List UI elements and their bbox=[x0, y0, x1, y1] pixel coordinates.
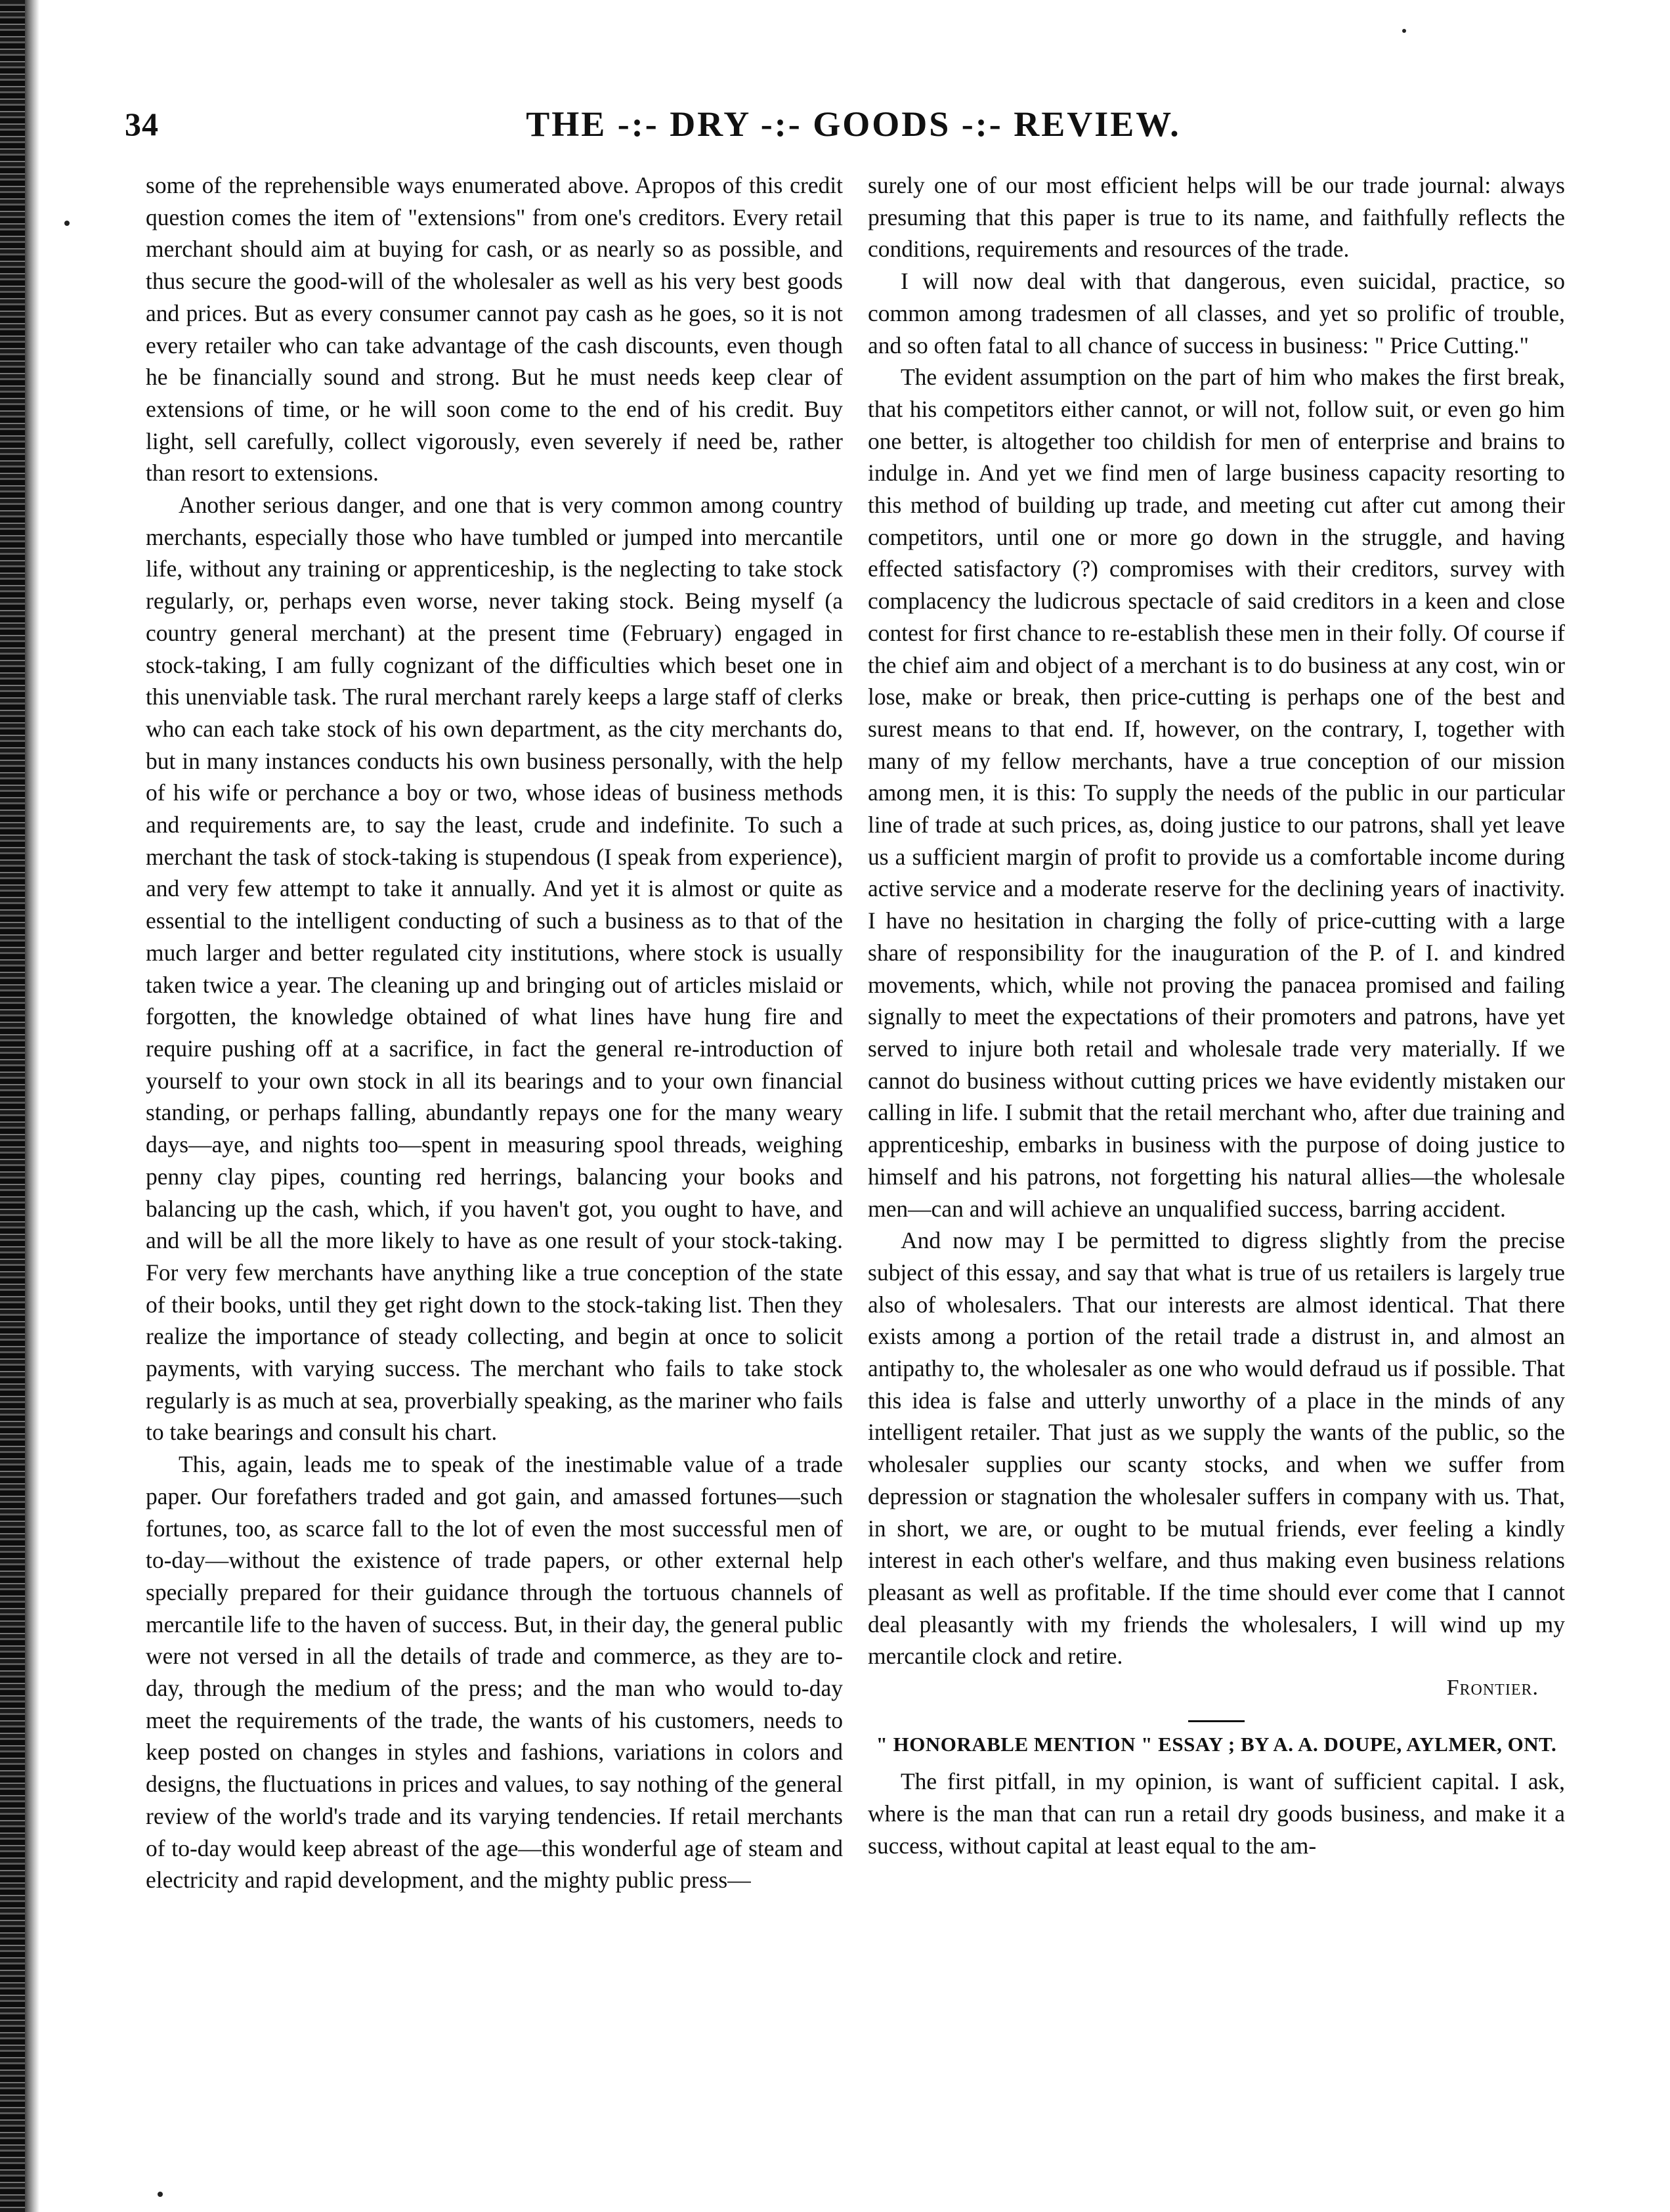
scan-speck bbox=[1402, 29, 1406, 33]
scan-speck bbox=[158, 2192, 163, 2197]
left-column bbox=[146, 169, 843, 1896]
scan-binding-edge bbox=[0, 0, 25, 2212]
right-paragraph-4: And now may I be permitted to digress slightly from the precise subject of this essay, and say that what is true of us retailers is largely true also of wholesalers. That our interests are almost identical. That there exists among a portion of the retail trade a distrust in, and almost an antipathy to, the wholesaler as one who would defraud us if possible. That this idea is false and utterly unworthy of a place in the minds of any intelligent retailer. That just as we supply the wants of the public, so the wholesaler supplies our scanty stocks, and when we suffer from depression or stagnation the wholesaler suffers in company with us. That, in short, we are, or ought to be mutual friends, ever feeling a kindly interest in each other's welfare, and thus making even business relations pleasant as well as profitable. If the time should ever come that I cannot deal pleasantly with my friends the wholesalers, I will wind up my mercantile clock and retire. bbox=[868, 1227, 1565, 1670]
left-paragraph-2: Another serious danger, and one that is very common among country merchants, especially those who have tumbled or jumped into mercantile life, without any training or apprenticeship, is the neglecting to take stock regularly, or, perhaps even worse, never taking stock. Being myself (a country general merchant) at the present time (February) engaged in stock-taking, I am fully cognizant of the difficulties which beset one in this unenviable task. The rural merchant rarely keeps a large staff of clerks who can each take stock of his own department, as the city merchants do, but in many instances conducts his own business personally, with the help of his wife or perchance a boy or two, whose ideas of business methods and requirements are, to say the least, crude and indefinite. To such a merchant the task of stock-taking is stupendous (I speak from experience), and very few attempt to take it annually. And yet it is almost or quite as essential to the intelligent conducting of such a business as to that of the much larger and better regulated city institutions, where stock is usually taken twice a year. The cleaning up and bringing out of articles mislaid or forgotten, the knowledge obtained of what lines have hung fire and require pushing off at a sacrifice, in fact the general re-introduction of yourself to your own stock in all its bearings and to your own financial standing, or perhaps falling, abundantly repays one for the many weary days—aye, and nights too—spent in measuring spool threads, weighing penny clay pipes, counting red herrings, balancing your books and balancing up the cash, which, if you haven't got, you ought to have, and and will be all the more likely to have as one result of your stock-taking. For very few merchants have anything like a true conception of the state of their books, until they get right down to the stock-taking list. Then they realize the importance of steady collecting, and begin at once to solicit payments, with varying success. The merchant who fails to take stock regularly is as much at sea, proverbially speaking, as the mariner who fails to take bearings and consult his chart. bbox=[146, 492, 843, 1446]
page-number: 34 bbox=[125, 106, 159, 142]
right-paragraph-3: The evident assumption on the part of him who makes the first break, that his competitors either cannot, or will not, follow suit, or even go him one better, is altogether too childish for men of enterprise and brains to indulge in. And yet we find men of large business capacity resorting to this method of building up trade, and meeting cut after cut among their competitors, until one or more go down in the struggle, and having effected satisfactory (?) compromises with their creditors, survey with complacency the ludicrous spectacle of said creditors in a keen and close contest for first chance to re-establish these men in their folly. Of course if the chief aim and object of a merchant is to do business at any cost, win or lose, make or break, then price-cutting is perhaps one of the best and surest means to that end. If, however, on the contrary, I, together with many of my fellow merchants, have a true conception of our mission among men, it is this: To supply the needs of the public in our particular line of trade at such prices, as, doing justice to our patrons, shall yet leave us a sufficient margin of profit to provide us a comfortable income during active service and a moderate reserve for the declining years of inactivity. I have no hesitation in charging the folly of price-cutting with a large share of responsibility for the inauguration of the P. of I. and kindred movements, which, while not proving the panacea promised and failing signally to meet the expectations of their promoters and patrons, have yet served to injure both retail and wholesale trade very materially. If we cannot do business without cutting prices we have evidently mistaken our calling in life. I submit that the retail merchant who, after due training and apprenticeship, embarks in business with the purpose of doing justice to himself and his patrons, not forgetting his natural allies—the wholesale men—can and will achieve an unqualified success, barring accident. bbox=[868, 364, 1565, 1222]
right-column bbox=[868, 169, 1565, 1862]
left-paragraph-3: This, again, leads me to speak of the inestimable value of a trade paper. Our forefathers traded and got gain, and amassed fortunes—such fortunes, too, as scarce fall to the lot of even the most successful men of to-day—without the existence of trade papers, or other external help specially prepared for their guidance through the tortuous channels of mercantile life to the haven of success. But, in their day, the general public were not versed in all the details of trade and commerce, as they are to-day, through the medium of the press; and the man who would to-day meet the requirements of the trade, the wants of his customers, needs to keep posted on changes in styles and fashions, variations in colors and designs, the fluctuations in prices and values, to say nothing of the general review of the world's trade and its varying tendencies. If retail merchants of to-day would keep abreast of the age—this wonderful age of steam and electricity and rapid development, and the mighty public press— bbox=[146, 1451, 843, 1894]
right-paragraph-1: surely one of our most efficient helps will be our trade journal: always presuming that this paper is true to its name, and faithfully reflects the conditions, requirements and resources of the trade. bbox=[868, 172, 1565, 263]
right-paragraph-2: I will now deal with that dangerous, even suicidal, practice, so common among tradesmen of all classes, and yet so prolific of trouble, and so often fatal to all chance of success in business: " Price Cutting." bbox=[868, 268, 1565, 358]
section-divider bbox=[1188, 1720, 1245, 1722]
running-head: THE -:- DRY -:- GOODS -:- REVIEW. bbox=[526, 104, 1181, 144]
scan-binding-shadow bbox=[25, 0, 39, 2212]
scan-speck bbox=[64, 221, 70, 226]
section-heading: " HONORABLE MENTION " ESSAY ; BY A. A. DOUPE, AYLMER, ONT. bbox=[876, 1732, 1557, 1756]
section-paragraph-1: The first pitfall, in my opinion, is want of sufficient capital. I ask, where is the man that can run a retail dry goods business, and make it a success, without capital at least equal to the am- bbox=[868, 1768, 1565, 1859]
left-paragraph-1: some of the reprehensible ways enumerated above. Apropos of this credit question comes the item of "extensions" from one's creditors. Every retail merchant should aim at buying for cash, or as nearly so as possible, and thus secure the good-will of the wholesaler as well as his very best goods and prices. But as every consumer cannot pay cash as he goes, so it is not every retailer who can take advantage of the cash discounts, even though he be financially sound and strong. But he must needs keep clear of extensions of time, or he will soon come to the end of his credit. Buy light, sell carefully, collect vigorously, even severely if need be, rather than resort to extensions. bbox=[146, 172, 843, 487]
essay-signature: Frontier. bbox=[1446, 1676, 1539, 1701]
